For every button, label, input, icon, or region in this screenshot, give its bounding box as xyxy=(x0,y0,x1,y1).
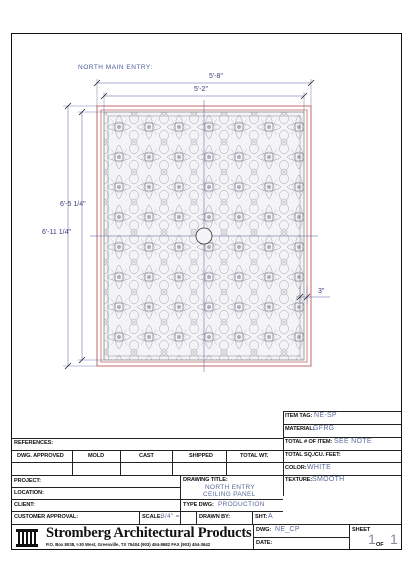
height-outer-dim: 6'-11 1/4" xyxy=(42,229,71,236)
column-logo-icon xyxy=(14,527,40,548)
color-value: WHITE xyxy=(307,464,332,471)
shipped-label: SHIPPED xyxy=(189,453,213,459)
item-tag-value: NE-SP xyxy=(314,412,337,419)
sheet-border xyxy=(11,33,402,550)
references-label: REFERENCES: xyxy=(14,440,53,446)
type-dwg-label: TYPE DWG: xyxy=(183,502,214,508)
sht-value: A xyxy=(268,513,273,520)
sheet-label: SHEET xyxy=(352,527,371,533)
width-inner-dim: 5'-2" xyxy=(194,86,208,93)
item-tag-label: ITEM TAG: xyxy=(285,413,313,419)
material-value: GFRG xyxy=(313,425,335,432)
total-items-label: TOTAL # OF ITEM: xyxy=(285,439,333,445)
date-label: DATE: xyxy=(256,540,273,546)
type-dwg-value: PRODUCTION xyxy=(218,501,265,508)
company-address: P.O. Box 8038, I-30 West, Greenville, TX 75404 (903) 454-8682 FAX (903) 454-3642 xyxy=(46,542,211,547)
drawing-title-line1: NORTH ENTRY xyxy=(205,484,256,491)
drawing-title-line2: CEILING PANEL xyxy=(203,491,256,498)
company-name: Stromberg Architectural Products xyxy=(46,525,252,541)
location-label: LOCATION: xyxy=(14,490,44,496)
sheet-total: 1 xyxy=(390,531,399,547)
dwg-approved-label: DWG. APPROVED xyxy=(17,453,64,459)
total-sq-label: TOTAL SQ./CU. FEET: xyxy=(285,452,341,458)
color-label: COLOR: xyxy=(285,465,307,471)
entry-label: NORTH MAIN ENTRY: xyxy=(78,64,153,71)
sheet-num: 1 xyxy=(368,531,377,547)
width-outer-dim: 5'-8" xyxy=(209,73,223,80)
texture-label: TEXTURE: xyxy=(285,477,313,483)
scale-value: 3/4" = xyxy=(161,513,180,520)
project-label: PROJECT: xyxy=(14,478,41,484)
drawing-title-label: DRAWING TITLE: xyxy=(183,477,228,483)
scale-label: SCALE: xyxy=(142,514,163,520)
texture-value: SMOOTH xyxy=(312,476,345,483)
border-dim: 3" xyxy=(318,288,325,295)
client-label: CLIENT: xyxy=(14,502,35,508)
total-wt-label: TOTAL WT. xyxy=(240,453,269,459)
mold-label: MOLD xyxy=(88,453,105,459)
cast-label: CAST xyxy=(139,453,154,459)
material-label: MATERIAL: xyxy=(285,426,315,432)
dwg-label: DWG: xyxy=(256,527,272,533)
drawn-by-label: DRAWN BY: xyxy=(199,514,231,520)
dwg-value: NE_CP xyxy=(275,526,300,533)
customer-approval-label: CUSTOMER APPROVAL: xyxy=(14,514,78,520)
sht-label: SHT: xyxy=(255,514,268,520)
total-items-value: SEE NOTE xyxy=(334,438,372,445)
height-inner-dim: 6'-5 1/4" xyxy=(60,201,86,208)
of-label: OF xyxy=(376,542,384,548)
